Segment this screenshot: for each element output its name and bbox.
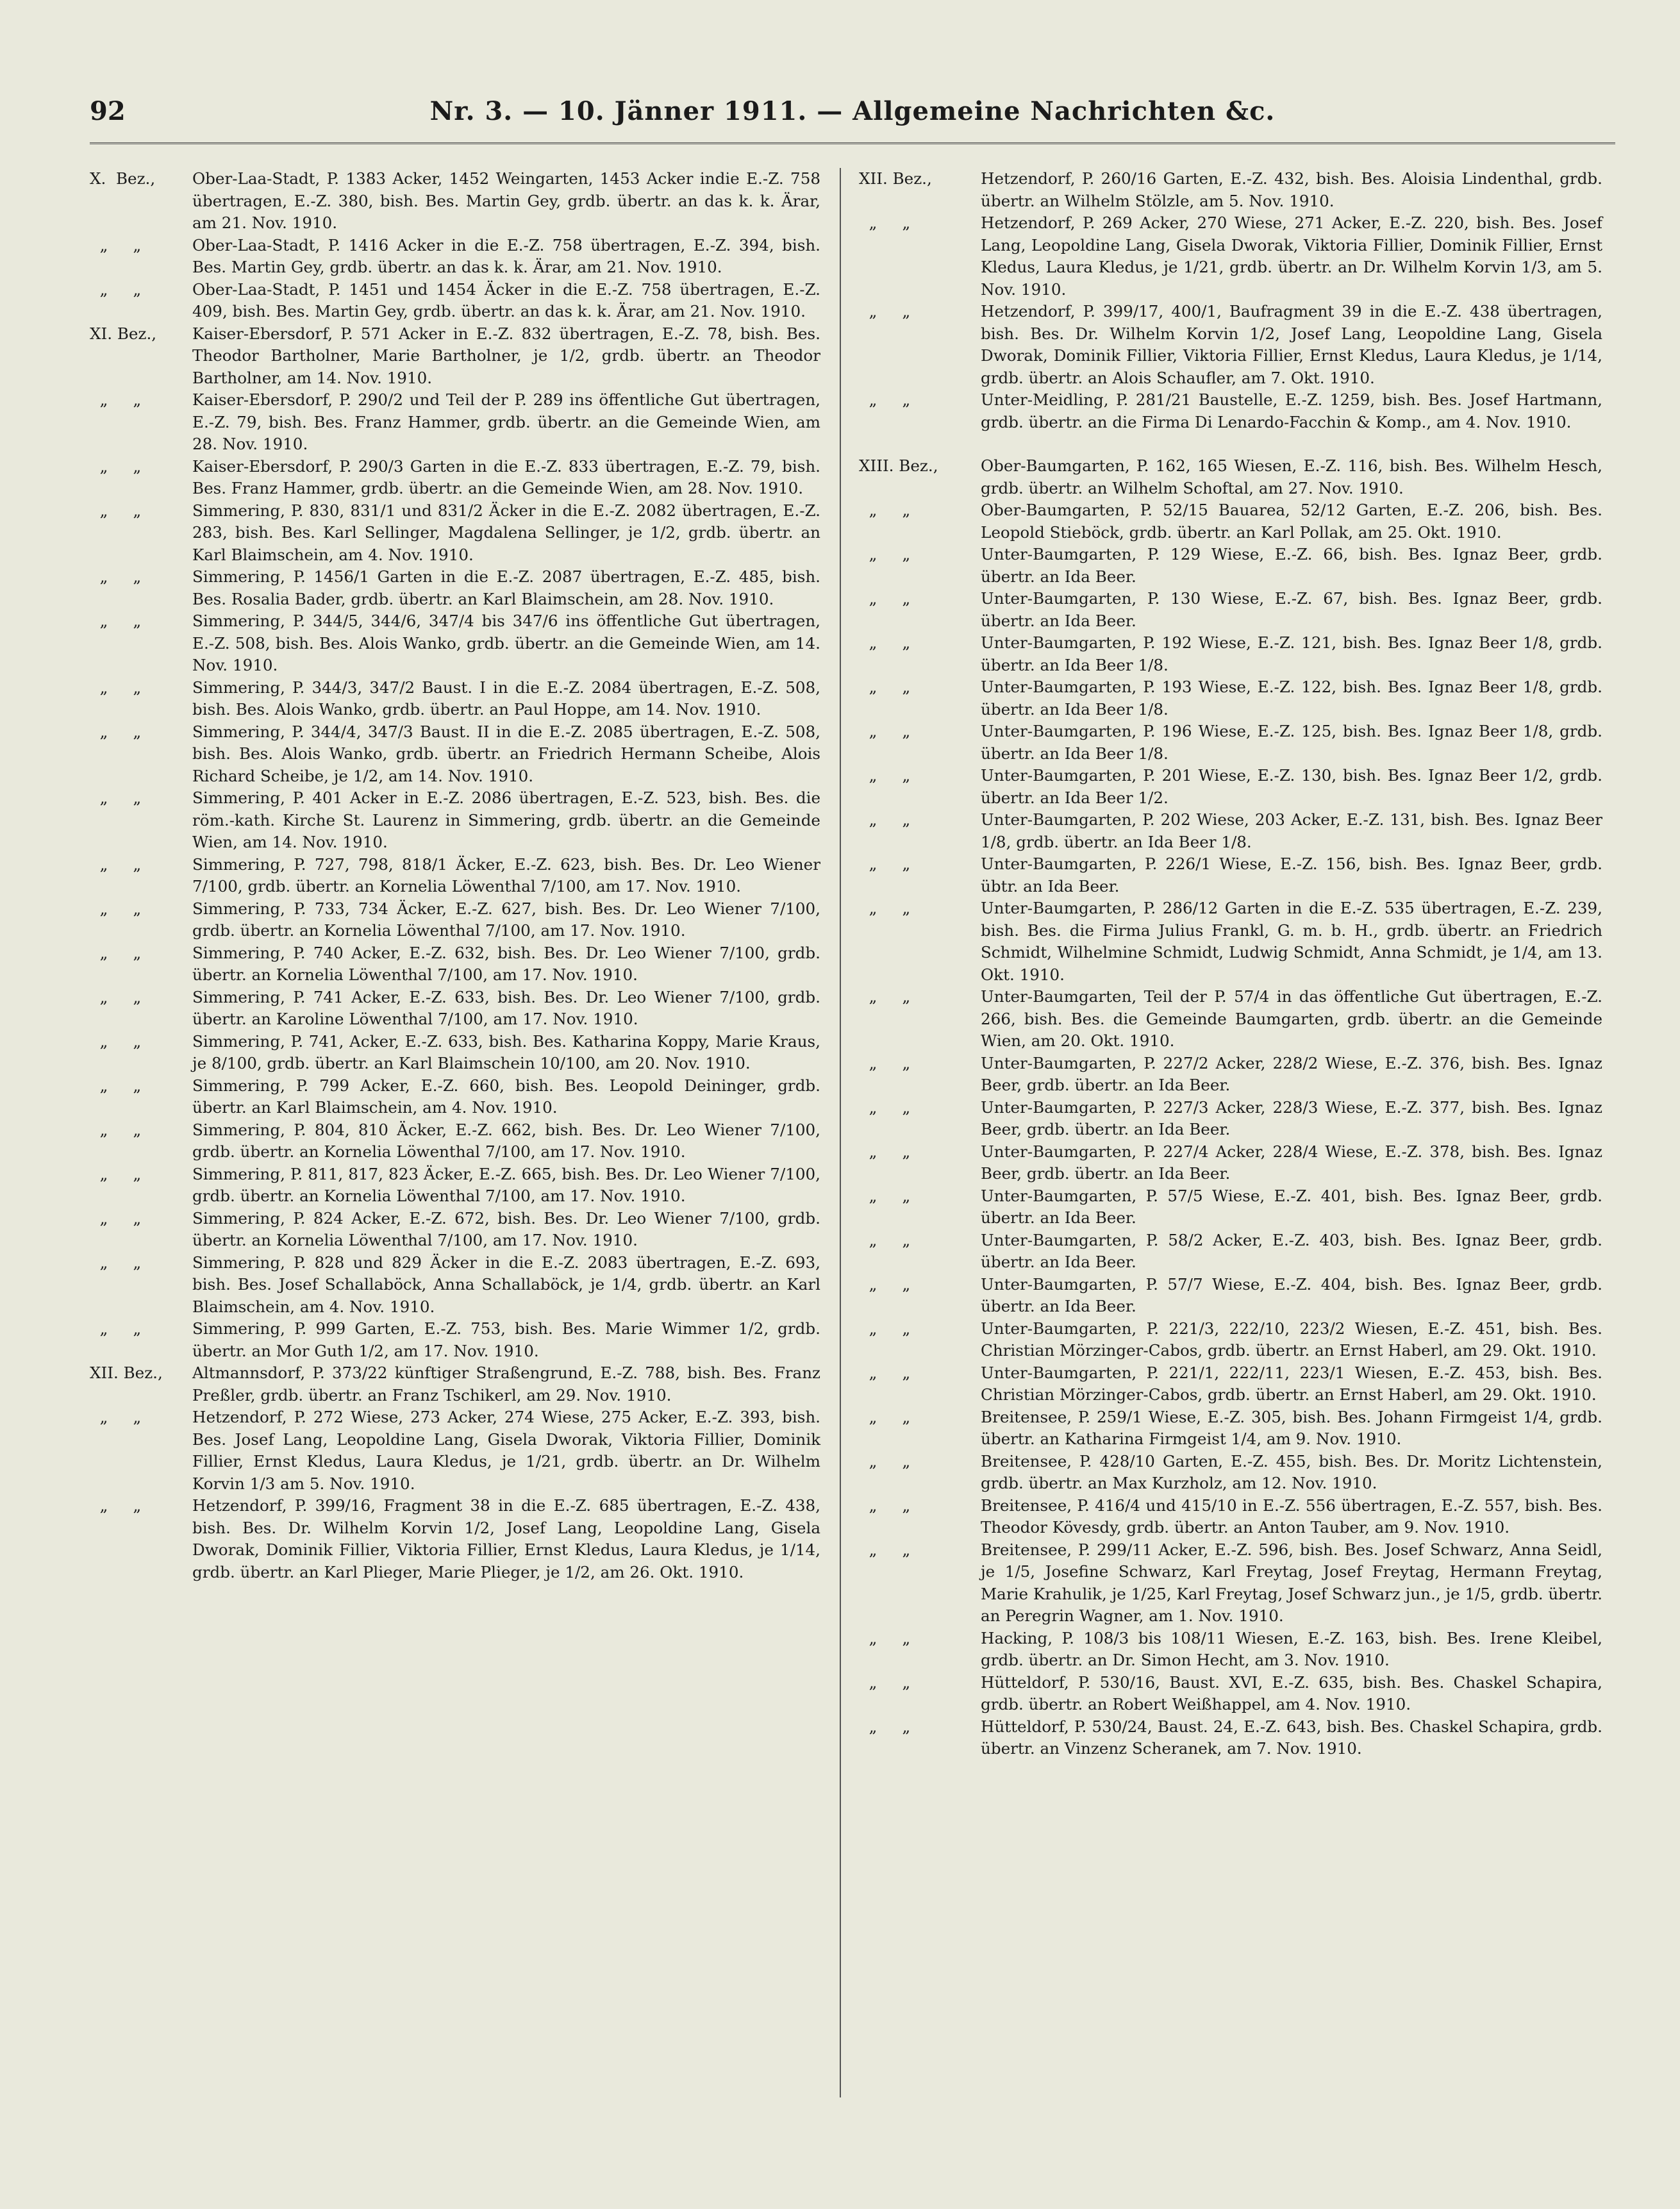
entry-text: Simmering, P. 344/3, 347/2 Baust. I in die E.-Z. 2084 übertragen, E.-Z. 508, bish. Bes. Alois Wanko, grdb. übertr. an Paul Hoppe, am 14. Nov. 1910. (192, 678, 820, 719)
register-entry (90, 1119, 820, 1163)
entry-text: Unter-Baumgarten, P. 221/1, 222/11, 223/1 Wiesen, E.-Z. 453, bish. Bes. Christian Mörzinger-Cabos, grdb. übertr. an Ernst Haberl, am 29. Okt. 1910. (981, 1363, 1602, 1404)
register-entry (90, 566, 820, 610)
entry-text: Hetzendorf, P. 399/17, 400/1, Baufragment 39 in die E.-Z. 438 übertragen, bish. Bes. Dr. Wilhelm Korvin 1/2, Josef Lang, Leopoldine Lang, Gisela Dworak, Dominik Fillier, Viktoria Fillier, Ernst Kledus, Laura Kledus, je 1/14, grdb. übertr. an Alois Schaufler, am 7. Okt. 1910. (981, 302, 1602, 387)
entry-district: „ „ (859, 1186, 911, 1205)
entry-text: Unter-Baumgarten, P. 129 Wiese, E.-Z. 66, bish. Bes. Ignaz Beer, grdb. übertr. an Ida Beer. (981, 545, 1602, 586)
entry-district: „ „ (90, 456, 142, 476)
entry-district: „ „ (859, 1053, 911, 1072)
register-entry (859, 897, 1602, 986)
register-entry (859, 853, 1602, 897)
entry-text: Unter-Baumgarten, Teil der P. 57/4 in das öffentliche Gut übertragen, E.-Z. 266, bish. Bes. die Gemeinde Baumgarten, grdb. übertr. an die Gemeinde Wien, am 20. Okt. 1910. (981, 987, 1602, 1050)
entry-district: „ „ (90, 1076, 142, 1095)
entry-district: „ „ (859, 854, 911, 873)
entry-district: „ „ (859, 1274, 911, 1294)
entry-text: Simmering, P. 799 Acker, E.-Z. 660, bish. Bes. Leopold Deininger, grdb. übertr. an Karl Blaimschein, am 4. Nov. 1910. (192, 1076, 820, 1117)
register-entry (90, 787, 820, 854)
entry-text: Unter-Baumgarten, P. 130 Wiese, E.-Z. 67, bish. Bes. Ignaz Beer, grdb. übertr. an Ida Beer. (981, 589, 1602, 630)
entry-text: Simmering, P. 824 Acker, E.-Z. 672, bish. Bes. Dr. Leo Wiener 7/100, grdb. übertr. an Kornelia Löwenthal 7/100, am 17. Nov. 1910. (192, 1208, 820, 1249)
register-entry (90, 1163, 820, 1208)
register-entry (90, 721, 820, 788)
register-entry (90, 677, 820, 721)
entry-text: Hetzendorf, P. 272 Wiese, 273 Acker, 274 Wiese, 275 Acker, E.-Z. 393, bish. Bes. Josef Lang, Leopoldine Lang, Gisela Dworak, Viktoria Fillier, Dominik Fillier, Ernst Kledus, Laura Kledus, je 1/21, grdb. übertr. an Dr. Wilhelm Korvin 1/3 am 5. Nov. 1910. (192, 1408, 820, 1493)
entry-district: „ „ (859, 987, 911, 1006)
left-column (90, 168, 820, 1583)
column-divider (840, 168, 841, 2097)
register-entry (90, 1252, 820, 1319)
register-entry (859, 212, 1602, 301)
register-entry (859, 544, 1602, 588)
register-entry (859, 588, 1602, 632)
entry-district: „ „ (90, 1496, 142, 1515)
header-rule (90, 142, 1615, 151)
entry-text: Simmering, P. 804, 810 Äcker, E.-Z. 662, bish. Bes. Dr. Leo Wiener 7/100, grdb. übertr. an Kornelia Löwenthal 7/100, am 17. Nov. 1910. (192, 1120, 820, 1161)
entry-text: Simmering, P. 733, 734 Äcker, E.-Z. 627, bish. Bes. Dr. Leo Wiener 7/100, grdb. übertr. an Kornelia Löwenthal 7/100, am 17. Nov. 1910. (192, 899, 820, 940)
entry-district: „ „ (90, 1120, 142, 1139)
entry-district: „ „ (90, 612, 142, 630)
register-entry (90, 942, 820, 987)
entry-text: Unter-Baumgarten, P. 58/2 Acker, E.-Z. 403, bish. Bes. Ignaz Beer, grdb. übertr. an Ida Beer. (981, 1230, 1602, 1271)
entry-district: „ „ (859, 899, 911, 917)
register-entry (859, 1672, 1602, 1716)
register-entry (90, 898, 820, 942)
entry-district: „ „ (859, 766, 911, 785)
entry-text: Unter-Baumgarten, P. 196 Wiese, E.-Z. 125, bish. Bes. Ignaz Beer 1/8, grdb. übertr. an Ida Beer 1/8. (981, 722, 1602, 763)
entry-text: Ober-Laa-Stadt, P. 1416 Acker in die E.-Z. 758 übertragen, E.-Z. 394, bish. Bes. Martin Gey, grdb. übertr. an das k. k. Ärar, am 21. Nov. 1910. (192, 235, 820, 276)
entry-text: Simmering, P. 741, Acker, E.-Z. 633, bish. Bes. Katharina Koppy, Marie Kraus, je 8/100, grdb. übertr. an Karl Blaimschein 10/100, am 20. Nov. 1910. (192, 1031, 820, 1072)
register-entry (859, 499, 1602, 544)
entry-district: „ „ (90, 854, 142, 874)
entry-district: „ „ (90, 235, 142, 254)
register-entry (90, 1208, 820, 1252)
page-number: 92 (90, 96, 126, 126)
entry-district: „ „ (859, 1319, 911, 1338)
entry-text: Hacking, P. 108/3 bis 108/11 Wiesen, E.-Z. 163, bish. Bes. Irene Kleibel, grdb. übertr. an Dr. Simon Hecht, am 3. Nov. 1910. (981, 1628, 1602, 1669)
register-entry (859, 986, 1602, 1053)
entry-district: „ „ (90, 987, 142, 1006)
register-entry (859, 1362, 1602, 1406)
entry-text: Hetzendorf, P. 269 Acker, 270 Wiese, 271 Acker, E.-Z. 220, bish. Bes. Josef Lang, Leopoldine Lang, Gisela Dworak, Viktoria Fillier, Dominik Fillier, Ernst Kledus, Laura Kledus, je 1/21, grdb. übertr. an Dr. Wilhelm Korvin 1/3, am 5. Nov. 1910. (981, 213, 1602, 299)
entry-district: „ „ (859, 1142, 911, 1161)
register-entry (859, 1141, 1602, 1185)
entry-district: XI. Bez., (90, 324, 157, 343)
entry-text: Unter-Baumgarten, P. 201 Wiese, E.-Z. 130, bish. Bes. Ignaz Beer 1/2, grdb. übertr. an Ida Beer 1/2. (981, 766, 1602, 807)
entry-district: „ „ (90, 390, 142, 409)
entry-district: „ „ (859, 1540, 911, 1559)
entry-text: Altmannsdorf, P. 373/22 künftiger Straßengrund, E.-Z. 788, bish. Bes. Franz Preßler, grdb. übertr. an Franz Tschikerl, am 29. Nov. 1910. (192, 1363, 820, 1405)
register-entry (859, 455, 1602, 499)
entry-text: Unter-Baumgarten, P. 57/7 Wiese, E.-Z. 404, bish. Bes. Ignaz Beer, grdb. übertr. an Ida Beer. (981, 1274, 1602, 1315)
register-entry (90, 1318, 820, 1362)
entry-district: „ „ (859, 1672, 911, 1692)
entry-text: Simmering, P. 830, 831/1 und 831/2 Äcker in die E.-Z. 2082 übertragen, E.-Z. 283, bish. Bes. Karl Sellinger, Magdalena Sellinger, je 1/2, grdb. übertr. an Karl Blaimschein, am 4. Nov. 1910. (192, 501, 820, 564)
entry-district: „ „ (859, 1097, 911, 1117)
entry-text: Simmering, P. 344/5, 344/6, 347/4 bis 347/6 ins öffentliche Gut übertragen, E.-Z. 508, bish. Bes. Alois Wanko, grdb. übertr. an die Gemeinde Wien, am 14. Nov. 1910. (192, 612, 820, 674)
entry-district: „ „ (859, 810, 911, 829)
entry-text: Kaiser-Ebersdorf, P. 290/3 Garten in die E.-Z. 833 übertragen, E.-Z. 79, bish. Bes. Franz Hammer, grdb. übertr. an die Gemeinde Wien, am 28. Nov. 1910. (192, 456, 820, 497)
entry-text: Hetzendorf, P. 399/16, Fragment 38 in die E.-Z. 685 übertragen, E.-Z. 438, bish. Bes. Dr. Wilhelm Korvin 1/2, Josef Lang, Leopoldine Lang, Gisela Dworak, Dominik Fillier, Viktoria Fillier, Ernst Kledus, Laura Kledus, je 1/14, grdb. übertr. an Karl Plieger, Marie Plieger, je 1/2, am 26. Okt. 1910. (192, 1496, 820, 1581)
entry-district: „ „ (90, 567, 142, 586)
entry-text: Simmering, P. 811, 817, 823 Äcker, E.-Z. 665, bish. Bes. Dr. Leo Wiener 7/100, grdb. übertr. an Kornelia Löwenthal 7/100, am 17. Nov. 1910. (192, 1164, 820, 1205)
register-entry (90, 987, 820, 1031)
register-entry (859, 721, 1602, 765)
entry-district: „ „ (859, 1717, 911, 1736)
register-entry (859, 1185, 1602, 1230)
entry-district: „ „ (859, 633, 911, 652)
entry-district: „ „ (90, 279, 142, 299)
register-entry (859, 809, 1602, 853)
entry-district: „ „ (90, 943, 142, 962)
entry-district: XII. Bez., (859, 169, 932, 188)
register-entry (859, 765, 1602, 809)
entry-text: Breitensee, P. 299/11 Acker, E.-Z. 596, bish. Bes. Josef Schwarz, Anna Seidl, je 1/5, Josefine Schwarz, Karl Freytag, Josef Freytag, Hermann Freytag, Marie Krahulik, je 1/25, Karl Freytag, Josef Schwarz jun., je 1/5, grdb. übertr. an Peregrin Wagner, am 1. Nov. 1910. (981, 1540, 1602, 1625)
entry-text: Unter-Baumgarten, P. 286/12 Garten in die E.-Z. 535 übertragen, E.-Z. 239, bish. Bes. die Firma Julius Frankl, G. m. b. H., grdb. übertr. an Friedrich Schmidt, Wilhelmine Schmidt, Ludwig Schmidt, Anna Schmidt, je 1/4, am 13. Okt. 1910. (981, 899, 1602, 984)
entry-district: „ „ (859, 589, 911, 608)
entry-text: Kaiser-Ebersdorf, P. 290/2 und Teil der P. 289 ins öffentliche Gut übertragen, E.-Z. 79, bish. Bes. Franz Hammer, grdb. übertr. an die Gemeinde Wien, am 28. Nov. 1910. (192, 390, 820, 453)
entry-text: Ober-Laa-Stadt, P. 1383 Acker, 1452 Weingarten, 1453 Acker indie E.-Z. 758 übertragen, E.-Z. 380, bish. Bes. Martin Gey, grdb. übertr. an das k. k. Ärar, am 21. Nov. 1910. (192, 169, 820, 232)
register-entry (859, 1406, 1602, 1451)
register-entry (859, 1274, 1602, 1318)
entry-district: „ „ (859, 545, 911, 563)
page-title: Nr. 3. — 10. Jänner 1911. — Allgemeine Nachrichten &c. (429, 96, 1276, 126)
entry-text: Unter-Meidling, P. 281/21 Baustelle, E.-Z. 1259, bish. Bes. Josef Hartmann, grdb. übertr. an die Firma Di Lenardo-Facchin & Komp., am 4. Nov. 1910. (981, 390, 1602, 431)
register-entry (90, 1075, 820, 1119)
entry-district: „ „ (90, 1408, 142, 1426)
entry-text: Breitensee, P. 416/4 und 415/10 in E.-Z. 556 übertragen, E.-Z. 557, bish. Bes. Theodor Kövesdy, grdb. übertr. an Anton Tauber, am 9. Nov. 1910. (981, 1496, 1602, 1537)
register-entry (859, 1097, 1602, 1141)
register-entry (90, 235, 820, 279)
entry-district: „ „ (90, 788, 142, 807)
entry-district: „ „ (90, 1319, 142, 1338)
entry-text: Unter-Baumgarten, P. 221/3, 222/10, 223/2 Wiesen, E.-Z. 451, bish. Bes. Christian Mörzinger-Cabos, grdb. übertr. an Ernst Haberl, am 29. Okt. 1910. (981, 1319, 1602, 1360)
entry-district: „ „ (90, 722, 142, 741)
entry-text: Unter-Baumgarten, P. 226/1 Wiese, E.-Z. 156, bish. Bes. Ignaz Beer, grdb. übtr. an Ida Beer. (981, 854, 1602, 896)
entry-district: „ „ (90, 1031, 142, 1051)
entry-district: „ „ (859, 1407, 911, 1426)
register-entry (90, 1031, 820, 1075)
entry-text: Unter-Baumgarten, P. 227/3 Acker, 228/3 Wiese, E.-Z. 377, bish. Bes. Ignaz Beer, grdb. übertr. an Ida Beer. (981, 1097, 1602, 1138)
entry-district: X. Bez., (90, 169, 156, 188)
entry-district: „ „ (859, 213, 911, 232)
entry-text: Simmering, P. 401 Acker in E.-Z. 2086 übertragen, E.-Z. 523, bish. Bes. die röm.-kath. Kirche St. Laurenz in Simmering, grdb. übertr. an die Gemeinde Wien, am 14. Nov. 1910. (192, 788, 820, 851)
register-entry (859, 168, 1602, 212)
register-entry (859, 1495, 1602, 1539)
entry-district: „ „ (90, 1164, 142, 1183)
register-entry (90, 456, 820, 500)
entry-district: „ „ (859, 302, 911, 321)
entry-district: „ „ (859, 390, 911, 409)
entry-district: „ „ (90, 678, 142, 697)
entry-text: Breitensee, P. 259/1 Wiese, E.-Z. 305, bish. Bes. Johann Firmgeist 1/4, grdb. übertr. an Katharina Firmgeist 1/4, am 9. Nov. 1910. (981, 1407, 1602, 1448)
entry-text: Ober-Baumgarten, P. 52/15 Bauarea, 52/12 Garten, E.-Z. 206, bish. Bes. Leopold Stieböck, grdb. übertr. an Karl Pollak, am 25. Okt. 1910. (981, 501, 1602, 542)
register-entry (90, 389, 820, 456)
entry-district: XIII. Bez., (859, 456, 938, 475)
register-entry (859, 1053, 1602, 1097)
entry-text: Ober-Baumgarten, P. 162, 165 Wiesen, E.-Z. 116, bish. Bes. Wilhelm Hesch, grdb. übertr. an Wilhelm Schoftal, am 27. Nov. 1910. (981, 456, 1602, 497)
page-header (90, 96, 1615, 141)
entry-district: „ „ (859, 1451, 911, 1471)
entry-text: Simmering, P. 741 Acker, E.-Z. 633, bish. Bes. Dr. Leo Wiener 7/100, grdb. übertr. an Karoline Löwenthal 7/100, am 17. Nov. 1910. (192, 987, 820, 1028)
right-column (859, 168, 1602, 1760)
register-entry (90, 1406, 820, 1495)
register-entry (859, 301, 1602, 389)
entry-text: Unter-Baumgarten, P. 192 Wiese, E.-Z. 121, bish. Bes. Ignaz Beer 1/8, grdb. übertr. an Ida Beer 1/8. (981, 633, 1602, 674)
entry-text: Ober-Laa-Stadt, P. 1451 und 1454 Äcker in die E.-Z. 758 übertragen, E.-Z. 409, bish. Bes. Martin Gey, grdb. übertr. an das k. k. Ärar, am 21. Nov. 1910. (192, 279, 820, 321)
register-entry (90, 1362, 820, 1406)
register-entry (859, 1230, 1602, 1274)
register-entry (859, 1716, 1602, 1760)
entry-district: „ „ (90, 1253, 142, 1272)
register-entry (859, 1539, 1602, 1628)
entry-text: Unter-Baumgarten, P. 227/4 Acker, 228/4 Wiese, E.-Z. 378, bish. Bes. Ignaz Beer, grdb. übertr. an Ida Beer. (981, 1142, 1602, 1183)
entry-district: „ „ (859, 678, 911, 696)
entry-district: „ „ (859, 1628, 911, 1647)
entry-text: Simmering, P. 727, 798, 818/1 Äcker, E.-Z. 623, bish. Bes. Dr. Leo Wiener 7/100, grdb. übertr. an Kornelia Löwenthal 7/100, am 17. Nov. 1910. (192, 854, 820, 896)
entry-text: Simmering, P. 740 Acker, E.-Z. 632, bish. Bes. Dr. Leo Wiener 7/100, grdb. übertr. an Kornelia Löwenthal 7/100, am 17. Nov. 1910. (192, 943, 820, 984)
entry-district: XII. Bez., (90, 1363, 163, 1382)
register-entry (859, 676, 1602, 721)
register-entry (90, 500, 820, 567)
entry-text: Simmering, P. 999 Garten, E.-Z. 753, bish. Bes. Marie Wimmer 1/2, grdb. übertr. an Mor Guth 1/2, am 17. Nov. 1910. (192, 1319, 820, 1360)
entry-text: Unter-Baumgarten, P. 57/5 Wiese, E.-Z. 401, bish. Bes. Ignaz Beer, grdb. übertr. an Ida Beer. (981, 1186, 1602, 1227)
register-entry (859, 632, 1602, 676)
entry-text: Simmering, P. 344/4, 347/3 Baust. II in die E.-Z. 2085 übertragen, E.-Z. 508, bish. Bes. Alois Wanko, grdb. übertr. an Friedrich Hermann Scheibe, Alois Richard Scheibe, je 1/2, am 14. Nov. 1910. (192, 722, 820, 785)
register-entry (859, 1628, 1602, 1672)
entry-text: Simmering, P. 1456/1 Garten in die E.-Z. 2087 übertragen, E.-Z. 485, bish. Bes. Rosalia Bader, grdb. übertr. an Karl Blaimschein, am 28. Nov. 1910. (192, 567, 820, 608)
register-entry (90, 323, 820, 390)
entry-text: Hütteldorf, P. 530/24, Baust. 24, E.-Z. 643, bish. Bes. Chaskel Schapira, grdb. übertr. an Vinzenz Scheranek, am 7. Nov. 1910. (981, 1717, 1602, 1758)
entry-district: „ „ (859, 1363, 911, 1382)
entry-district: „ „ (859, 722, 911, 740)
entry-district: „ „ (859, 501, 911, 519)
entry-text: Kaiser-Ebersdorf, P. 571 Acker in E.-Z. 832 übertragen, E.-Z. 78, bish. Bes. Theodor Bartholner, Marie Bartholner, je 1/2, grdb. übertr. an Theodor Bartholner, am 14. Nov. 1910. (192, 324, 820, 387)
entry-text: Simmering, P. 828 und 829 Äcker in die E.-Z. 2083 übertragen, E.-Z. 693, bish. Bes. Josef Schallaböck, Anna Schallaböck, je 1/4, grdb. übertr. an Karl Blaimschein, am 4. Nov. 1910. (192, 1253, 820, 1316)
register-entry (90, 1495, 820, 1583)
entry-district: „ „ (90, 899, 142, 918)
entry-text: Hetzendorf, P. 260/16 Garten, E.-Z. 432, bish. Bes. Aloisia Lindenthal, grdb. übertr. an Wilhelm Stölzle, am 5. Nov. 1910. (981, 169, 1602, 210)
register-entry (859, 1451, 1602, 1495)
entry-text: Hütteldorf, P. 530/16, Baust. XVI, E.-Z. 635, bish. Bes. Chaskel Schapira, grdb. übertr. an Robert Weißhappel, am 4. Nov. 1910. (981, 1672, 1602, 1713)
entry-district: „ „ (90, 1208, 142, 1228)
register-entry (90, 279, 820, 323)
entry-text: Unter-Baumgarten, P. 193 Wiese, E.-Z. 122, bish. Bes. Ignaz Beer 1/8, grdb. übertr. an Ida Beer 1/8. (981, 678, 1602, 719)
entry-district: „ „ (859, 1496, 911, 1515)
register-entry (859, 1318, 1602, 1362)
register-entry (90, 610, 820, 677)
register-entry (90, 168, 820, 235)
entry-text: Unter-Baumgarten, P. 202 Wiese, 203 Acker, E.-Z. 131, bish. Bes. Ignaz Beer 1/8, grdb. übertr. an Ida Beer 1/8. (981, 810, 1602, 851)
entry-text: Breitensee, P. 428/10 Garten, E.-Z. 455, bish. Bes. Dr. Moritz Lichtenstein, grdb. übertr. an Max Kurzholz, am 12. Nov. 1910. (981, 1451, 1602, 1492)
entry-text: Unter-Baumgarten, P. 227/2 Acker, 228/2 Wiese, E.-Z. 376, bish. Bes. Ignaz Beer, grdb. übertr. an Ida Beer. (981, 1053, 1602, 1094)
entry-district: „ „ (859, 1230, 911, 1249)
register-entry (90, 854, 820, 898)
entry-district: „ „ (90, 501, 142, 520)
register-entry (859, 389, 1602, 433)
